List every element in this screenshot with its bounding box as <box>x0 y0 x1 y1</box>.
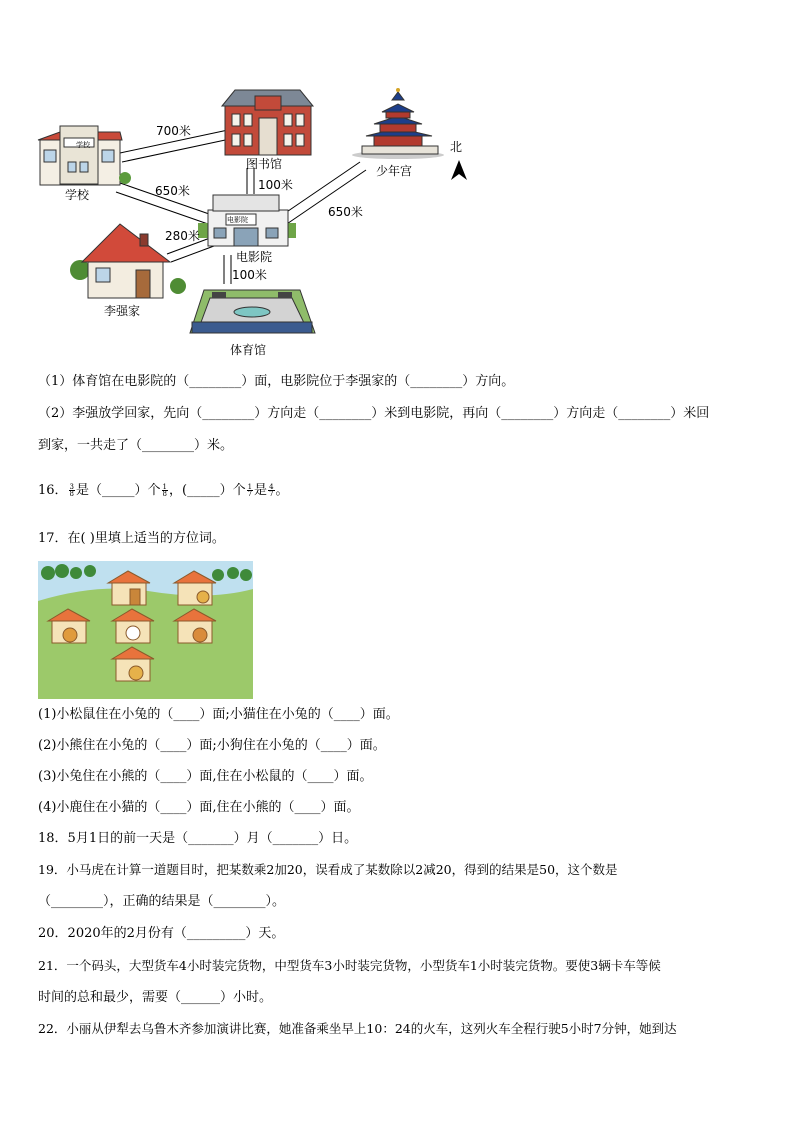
distance-palace-cinema: 650米 <box>328 205 363 219</box>
home-label: 李强家 <box>104 304 141 318</box>
school-label: 学校 <box>65 188 90 202</box>
q20: 20．2020年的2月份有（_________）天。 <box>38 926 285 941</box>
q15-line1: （1）体育馆在电影院的（________）面，电影院位于李强家的（________）方向。 <box>38 374 515 389</box>
youth-palace-icon <box>352 88 444 159</box>
distance-library-cinema: 100米 <box>258 178 293 192</box>
q16-number: 16． <box>38 483 68 498</box>
library-label: 图书馆 <box>246 157 283 171</box>
q21-line1: 21．一个码头，大型货车4小时装完货物，中型货车3小时装完货物，小型货车1小时装完货物。要使3辆卡车等候 <box>38 958 661 973</box>
q18: 18．5月1日的前一天是（_______）月（_______）日。 <box>38 831 358 846</box>
gym-label: 体育馆 <box>230 343 267 357</box>
fraction-1-7: $\frac{1}{7}$ <box>247 483 253 498</box>
q21-line2: 时间的总和最少，需要（______）小时。 <box>38 990 273 1005</box>
q16-text2: ，(_____）个 <box>169 483 246 498</box>
north-label: 北 <box>450 140 463 154</box>
fraction-4-7: $\frac{4}{7}$ <box>269 483 274 498</box>
q16-text3: 是 <box>254 483 268 498</box>
distance-school-library: 700米 <box>156 124 191 138</box>
q17-title: 17．在( )里填上适当的方位词。 <box>38 531 225 546</box>
q19-line1: 19．小马虎在计算一道题目时，把某数乘2加20，误看成了某数除以2减20，得到的结果是50，这个数是 <box>38 862 618 877</box>
library-building-icon <box>222 90 313 155</box>
gym-building-icon <box>190 290 315 333</box>
distance-home-cinema: 280米 <box>165 229 200 243</box>
cinema-sign-text: 电影院 <box>227 216 248 224</box>
distance-cinema-gym: 100米 <box>232 268 267 282</box>
school-sign-text: 学校 <box>76 141 90 149</box>
fraction-3-8: $\frac{3}{8}$ <box>69 483 75 498</box>
school-building-icon <box>38 126 131 185</box>
animal-houses-picture <box>38 561 253 699</box>
q19-line2: （________），正确的结果是（________）。 <box>38 894 286 909</box>
q17-item-3: (3)小兔住在小熊的（____）面,住在小松鼠的（____）面。 <box>38 769 373 784</box>
q22: 22．小丽从伊犁去乌鲁木齐参加演讲比赛，她准备乘坐早上10：24的火车，这列火车全程行驶5小时7分钟，她到达 <box>38 1021 677 1036</box>
q16-text1: 是（_____）个 <box>76 483 161 498</box>
q16-text4: 。 <box>275 483 289 498</box>
q17-item-2: (2)小熊住在小兔的（____）面;小狗住在小兔的（____）面。 <box>38 738 386 753</box>
q15-line2: （2）李强放学回家，先向（________）方向走（________）米到电影院，再向（________）方向走（________）米回 <box>38 406 710 421</box>
fraction-1-8: $\frac{1}{8}$ <box>162 483 167 498</box>
road-cinema-gym <box>224 255 231 284</box>
cinema-label: 电影院 <box>236 250 273 264</box>
youth-palace-label: 少年宫 <box>376 164 413 178</box>
distance-school-cinema: 650米 <box>155 184 190 198</box>
q17-item-4: (4)小鹿住在小猫的（____）面,住在小熊的（____）面。 <box>38 800 360 815</box>
q15-line3: 到家，一共走了（________）米。 <box>38 438 234 453</box>
q17-item-1: (1)小松鼠住在小兔的（____）面;小猫住在小兔的（____）面。 <box>38 707 399 722</box>
north-arrow-icon <box>451 160 467 180</box>
q16-line <box>38 482 289 500</box>
